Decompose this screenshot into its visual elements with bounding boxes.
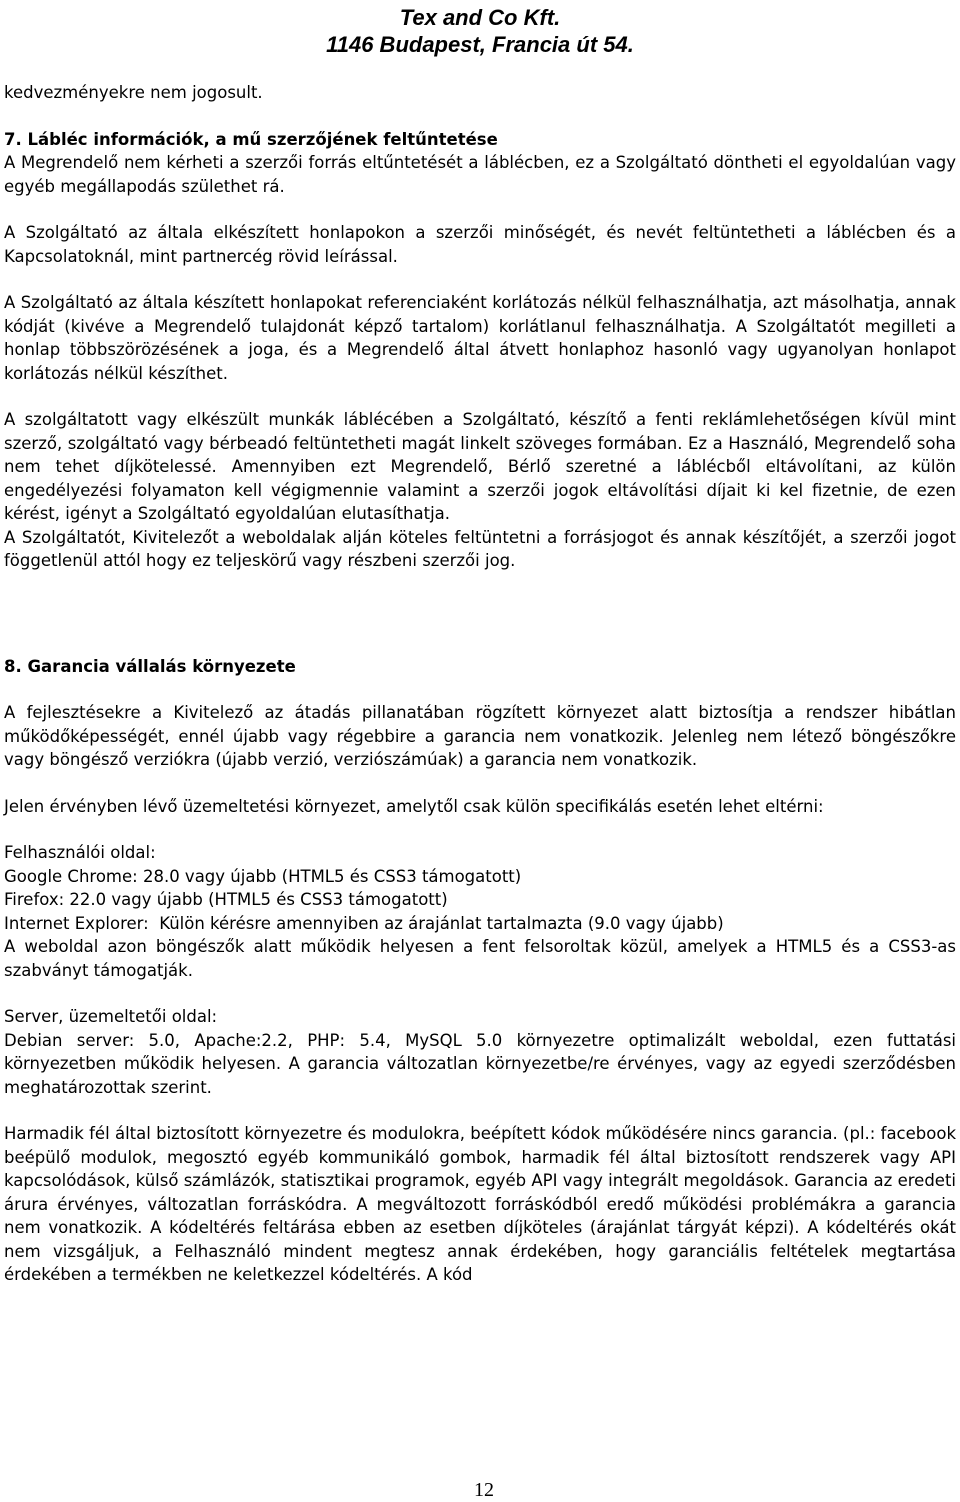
section-8-number: 8. xyxy=(4,656,22,676)
client-side-heading: Felhasználói oldal: xyxy=(4,843,156,862)
ie-requirement: Internet Explorer: Külön kérésre amennyiben az árajánlat tartalmazta (9.0 vagy újabb) xyxy=(4,913,724,933)
page-number: 12 xyxy=(474,1479,494,1501)
section-8-paragraph-2: Jelen érvényben lévő üzemeltetési környezet, amelytől csak külön specifikálás esetén lehet eltérni: xyxy=(4,796,824,816)
page-content xyxy=(4,81,956,1287)
section-8-paragraph-3: A weboldal azon böngészők alatt működik helyesen a fent felsoroltak közül, amelyek a HTML5 és a CSS3-as szabványt támogatják. xyxy=(4,937,956,980)
section-8-paragraph-4: Debian server: 5.0, Apache:2.2, PHP: 5.4, MySQL 5.0 környezetre optimalizált weboldal, ezen futtatási környezetben működik helyesen. A garancia változatlan környezetbe/re érvényes, vagy az egyedi szerződésben meghatározottak szerint. xyxy=(4,1030,956,1097)
company-address: 1146 Budapest, Francia út 54. xyxy=(326,32,634,57)
page-header xyxy=(4,4,956,58)
section-7-paragraph-5: A Szolgáltatót, Kivitelezőt a weboldalak alján köteles feltüntetni a forrásjogot és annak készítőjét, a szerzői jogot föggetlenül attól hogy ez teljeskörű vagy részbeni szerzői jog. xyxy=(4,527,956,570)
chrome-requirement: Google Chrome: 28.0 vagy újabb (HTML5 és CSS3 támogatott) xyxy=(4,866,522,886)
section-8-title xyxy=(4,655,956,679)
section-7-paragraph-1: A Megrendelő nem kérheti a szerzői forrás eltűntetését a láblécben, ez a Szolgáltató döntheti el egyoldalúan vagy egyéb megállapodás születhet rá. xyxy=(4,153,956,196)
section-8-paragraph-1: A fejlesztésekre a Kivitelező az átadás pillanatában rögzített környezet alatt biztosítja a rendszer hibátlan működőképességét, ennél újabb vagy régebbire a garancia nem vonatkozik. Jelenleg nem létező böngészőkre vagy böngésző verziókra (újabb verzió, verziószámúak) a garancia nem vonatkozik. xyxy=(4,703,956,769)
section-7-paragraph-4: A szolgáltatott vagy elkészült munkák láblécében a Szolgáltató, készítő a fenti reklámlehetőségen kívül mint szerző, szolgáltató vagy bérbeadó feltüntetheti magát linkelt szöveges formában. Ez a Használó, Megrendelő soha nem tehet díjkötelessé. Amennyiben ezt Megrendelő, Bérlő szeretné a láblécből eltávolítani, az külön engedélyezési folyamaton kell végigmennie valamint a szerzői jogok eltávolítási díjait ki kel fizetnie, de ezen kérést, igényt a Szolgáltató egyoldalúan elutasíthatja. xyxy=(4,410,956,523)
section-8-title-text: Garancia vállalás környezete xyxy=(27,656,296,676)
company-name: Tex and Co Kft. xyxy=(399,5,561,30)
section-8-paragraph-5: Harmadik fél által biztosított környezetre és modulokra, beépített kódok működésére nincs garancia. (pl.: facebook beépülő modulok, megosztó egyéb kommunikáló gombok, harmadik fél által biztosított rendszerek vagy API kapcsolódások, külső számlázók, statisztikai programok, egyéb API vagy integrált megoldások. Garancia az eredeti árura érvényes, változatlan forráskódra. A megváltozott forráskódból eredő működési problémákra a garancia nem vonatkozik. A kódeltérés feltárása ebben az esetben díjköteles (árajánlat tárgyát képzi). A kódeltérés okát nem vizsgáljuk, a Felhasználó mindent megtesz annak érdekében, hogy garanciális feltételek megtartása érdekében a termékben ne keletkezzel kódeltérés. A kód xyxy=(4,1124,956,1284)
section-7-paragraph-3: A Szolgáltató az általa készített honlapokat referenciaként korlátozás nélkül felhasználhatja, azt másolhatja, annak kódját (kivéve a Megrendelő tulajdonát képző tartalom) korlátlanul felhasználhatja. A Szolgáltatót megilleti a honlap többszörözésének a joga, és a Megrendelő által átvett honlaphoz hasonló vagy ugyanolyan honlapot korlátozás nélkül készíthet. xyxy=(4,293,956,383)
section-7-title: 7. Lábléc információk, a mű szerzőjének feltűntetése xyxy=(4,129,498,149)
firefox-requirement: Firefox: 22.0 vagy újabb (HTML5 és CSS3 támogatott) xyxy=(4,890,448,909)
section-7-paragraph-2: A Szolgáltató az általa elkészített honlapokon a szerzői minőségét, és nevét feltüntetheti a láblécben és a Kapcsolatoknál, mint partnercég rövid leírással. xyxy=(4,223,956,266)
server-side-heading: Server, üzemeltetői oldal: xyxy=(4,1007,218,1026)
intro-line: kedvezményekre nem jogosult. xyxy=(4,83,263,102)
